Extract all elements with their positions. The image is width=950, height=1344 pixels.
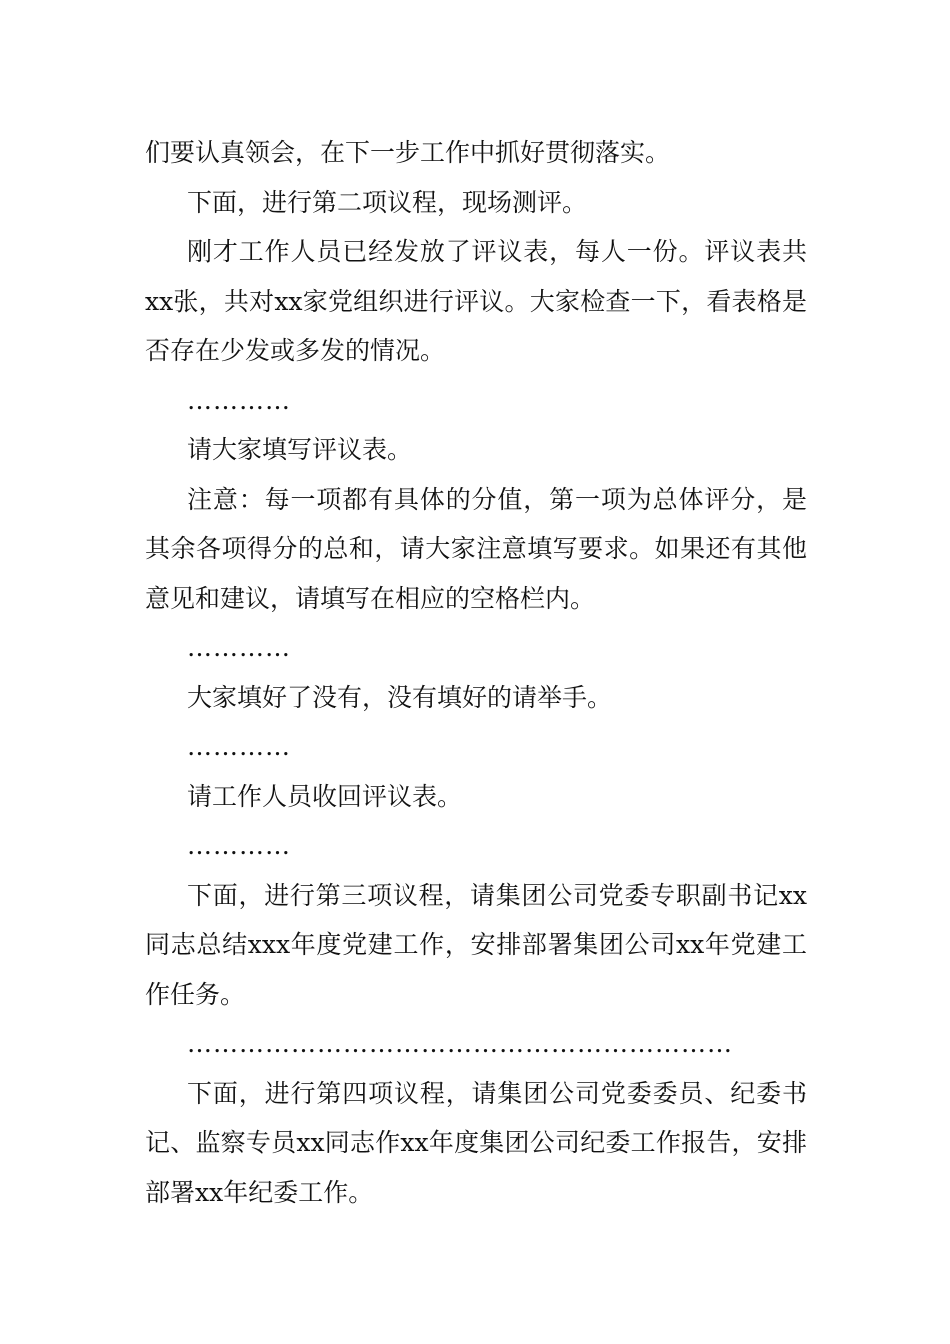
paragraph-notice: 注意：每一项都有具体的分值，第一项为总体评分，是其余各项得分的总和，请大家注意填写要求。如果还有其他意见和建议，请填写在相应的空格栏内。 xyxy=(145,484,807,613)
paragraph-evaluation-forms: 刚才工作人员已经发放了评议表，每人一份。评议表共xx张，共对xx家党组织进行评议。大家检查一下，看表格是否存在少发或多发的情况。 xyxy=(145,237,807,365)
ellipsis-line: ………… xyxy=(187,385,291,415)
document-body xyxy=(145,128,807,1217)
paragraph-agenda-item-3: 下面，进行第三项议程，请集团公司党委专职副书记xx同志总结xxx年度党建工作，安排部署集团公司xx年党建工作任务。 xyxy=(145,880,807,1009)
paragraph-collect-forms: 请工作人员收回评议表。 xyxy=(187,781,463,811)
paragraph-agenda-item-2: 下面，进行第二项议程，现场测评。 xyxy=(187,187,588,217)
paragraph-fill-forms: 请大家填写评议表。 xyxy=(187,435,413,464)
ellipsis-line: ………… xyxy=(187,633,291,662)
paragraph-continuation: 们要认真领会，在下一步工作中抓好贯彻落实。 xyxy=(145,138,671,167)
paragraph-agenda-item-4: 下面，进行第四项议程，请集团公司党委委员、纪委书记、监察专员xx同志作xx年度集团公司纪委工作报告，安排部署xx年纪委工作。 xyxy=(145,1078,807,1207)
paragraph-raise-hand: 大家填好了没有，没有填好的请举手。 xyxy=(187,682,613,712)
ellipsis-line: ………… xyxy=(187,831,291,860)
ellipsis-line-long: ……………………………………………………… xyxy=(187,1029,733,1058)
ellipsis-line: ………… xyxy=(187,732,291,761)
